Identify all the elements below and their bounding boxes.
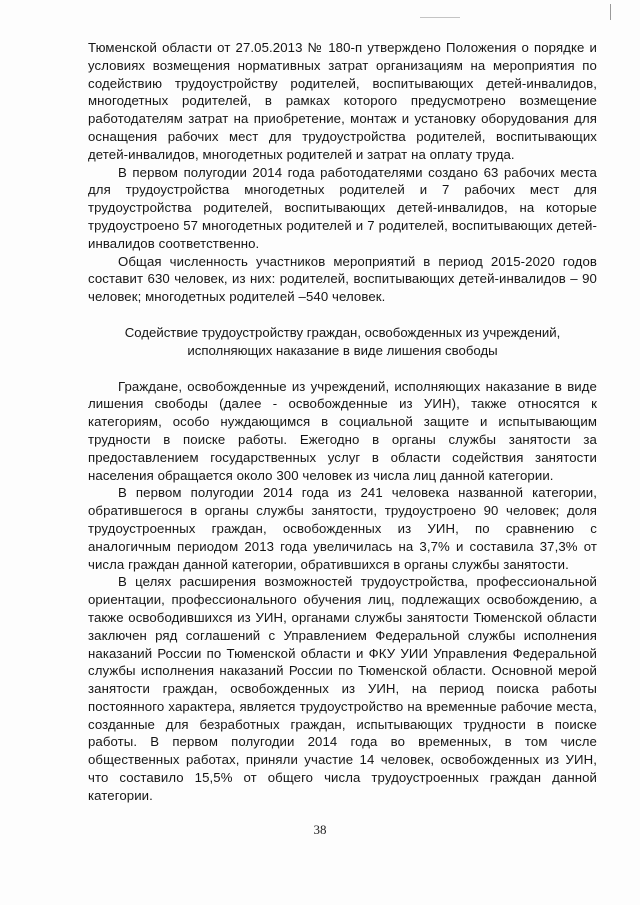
scan-edge-mark: [610, 4, 611, 20]
paragraph: В первом полугодии 2014 года из 241 человека названной категории, обратившегося в органы службы занятости, трудоустроено 90 человек; доля трудоустроенных граждан, освобожденных из УИН, по сравнению с аналогичным периодом 2013 года увеличилась на 3,7% и составила 37,3% от числа граждан данной категории, обратившихся в органы службы занятости.: [88, 485, 597, 572]
paragraph: Тюменской области от 27.05.2013 № 180-п утверждено Положения о порядке и условиях возмещения нормативных затрат организациям на мероприятия по содействию трудоустройству родителей, воспитывающих детей-инвалидов, многодетных родителей, в рамках которого предусмотрено возмещение работодателям затрат на приобретение, монтаж и установку оборудования для оснащения рабочих мест для трудоустройства родителей, воспитывающих детей-инвалидов, многодетных родителей и затрат на оплату труда.: [88, 40, 597, 162]
paragraph: Общая численность участников мероприятий в период 2015-2020 годов составит 630 человек, из них: родителей, воспитывающих детей-инвалидов – 90 человек; многодетных родителей –540 человек.: [88, 253, 597, 305]
section-heading: Содействие трудоустройству граждан, освобожденных из учреждений, исполняющих наказание в виде лишения свободы: [124, 324, 561, 358]
document-body: [88, 39, 597, 805]
scan-edge-mark: [420, 17, 460, 18]
page-number: 38: [313, 822, 327, 837]
paragraph: Граждане, освобожденные из учреждений, исполняющих наказание в виде лишения свободы (далее - освобожденные из УИН), также относятся к категориям, особо нуждающимся в социальной защите и испытывающим трудности в поиске работы. Ежегодно в органы службы занятости за предоставлением государственных услуг в области содействия занятости населения обращается около 300 человек из числа лиц данной категории.: [88, 378, 597, 483]
paragraph: В первом полугодии 2014 года работодателями создано 63 рабочих места для трудоустройства многодетных родителей и 7 рабочих мест для трудоустройства родителей, воспитывающих детей-инвалидов, на которые трудоустроено 57 многодетных родителей и 7 родителей, воспитывающих детей-инвалидов соответственно.: [88, 164, 597, 251]
paragraph: В целях расширения возможностей трудоустройства, профессиональной ориентации, профессионального обучения лиц, подлежащих освобождению, а также освободившихся из УИН, органами службы занятости Тюменской области заключен ряд соглашений с Управлением Федеральной службы исполнения наказаний России по Тюменской области и ФКУ УИИ Управления Федеральной службы исполнения наказаний России по Тюменской области. Основной мерой занятости граждан, освобожденных из УИН, на период поиска работы постоянного характера, является трудоустройство на временные рабочие места, созданные для безработных граждан, испытывающих трудности в поиске работы. В первом полугодии 2014 года во временных, в том числе общественных работах, приняли участие 14 человек, освобожденных из УИН, что составило 15,5% от общего числа трудоустроенных граждан данной категории.: [88, 574, 597, 803]
